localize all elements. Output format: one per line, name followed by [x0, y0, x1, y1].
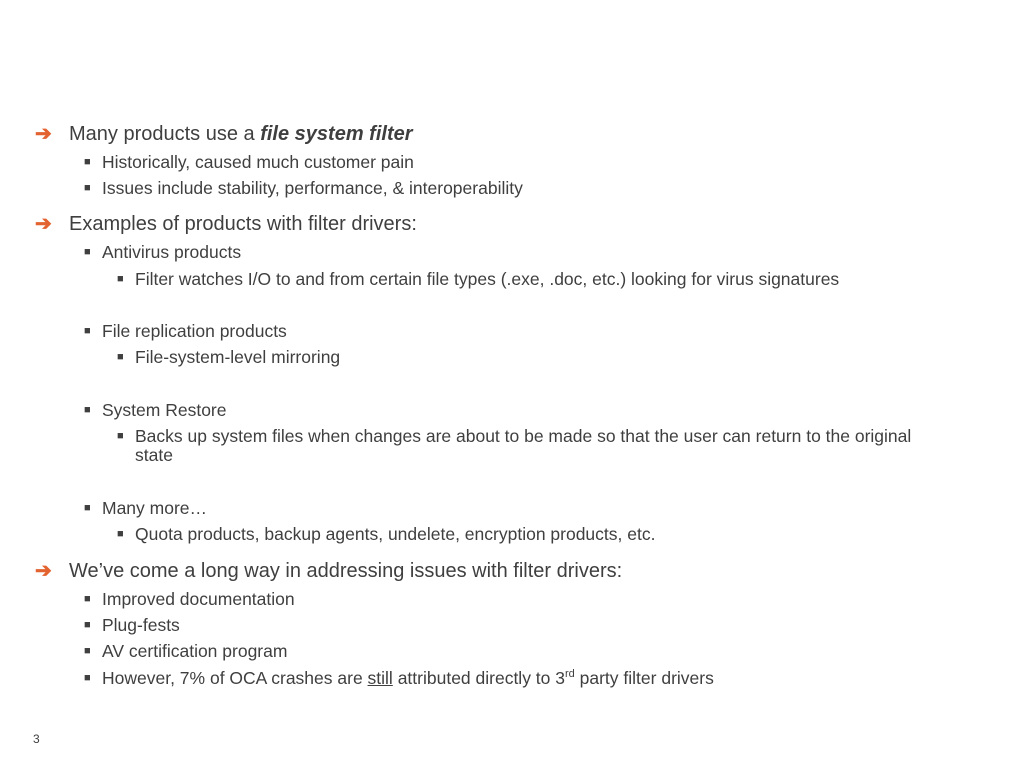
sub-bullet-system-restore: ■ System Restore — [84, 400, 227, 420]
sub-bullet-plug-fests: ■ Plug-fests — [84, 615, 180, 635]
arrow-bullet-icon: ➔ — [35, 123, 52, 145]
square-bullet-icon: ■ — [117, 430, 124, 442]
square-bullet-icon: ■ — [84, 593, 91, 605]
square-bullet-icon: ■ — [84, 325, 91, 337]
square-bullet-icon: ■ — [84, 502, 91, 514]
sub-bullet-av-certification: ■ AV certification program — [84, 641, 288, 661]
sub-sub-bullet-quota: ■ Quota products, backup agents, undelete, encryption products, etc. — [117, 524, 656, 544]
square-bullet-icon: ■ — [117, 528, 124, 540]
square-bullet-icon: ■ — [84, 672, 91, 684]
sub-bullet-customer-pain: ■ Historically, caused much customer pain — [84, 152, 414, 172]
arrow-bullet-icon: ➔ — [35, 213, 52, 235]
bullet-text: Many products use a — [69, 123, 261, 145]
bullet-emphasis: file system filter — [260, 123, 413, 145]
underlined-still: still — [367, 668, 393, 688]
sub-bullet-oca-crashes: ■ However, 7% of OCA crashes are still attributed directly to 3rd party filter drivers — [84, 668, 714, 688]
sub-sub-bullet-antivirus: ■ Filter watches I/O to and from certain file types (.exe, .doc, etc.) looking for virus signatures — [117, 269, 840, 289]
square-bullet-icon: ■ — [84, 246, 91, 258]
sub-bullet-issues: ■ Issues include stability, performance, & interoperability — [84, 178, 523, 198]
square-bullet-icon: ■ — [84, 619, 91, 631]
bullet-examples: ➔ Examples of products with filter drivers: — [35, 213, 417, 235]
bullet-come-long-way: ➔ We’ve come a long way in addressing issues with filter drivers: — [35, 560, 623, 582]
square-bullet-icon: ■ — [117, 273, 124, 285]
bullet-file-system-filter — [35, 121, 413, 146]
square-bullet-icon: ■ — [117, 351, 124, 363]
sub-sub-bullet-mirroring: ■ File-system-level mirroring — [117, 347, 341, 367]
square-bullet-icon: ■ — [84, 404, 91, 416]
sub-bullet-many-more: ■ Many more… — [84, 498, 208, 518]
sub-sub-bullet-backs-up: ■ Backs up system files when changes are about to be made so that the user can return to the original state — [117, 426, 912, 465]
ordinal-superscript: rd — [565, 668, 575, 680]
sub-bullet-documentation: ■ Improved documentation — [84, 589, 295, 609]
square-bullet-icon: ■ — [84, 645, 91, 657]
sub-bullet-replication: ■ File replication products — [84, 321, 287, 341]
arrow-bullet-icon: ➔ — [35, 560, 52, 582]
sub-bullet-antivirus: ■ Antivirus products — [84, 242, 242, 262]
square-bullet-icon: ■ — [84, 156, 91, 168]
square-bullet-icon: ■ — [84, 182, 91, 194]
page-number: 3 — [33, 732, 40, 746]
